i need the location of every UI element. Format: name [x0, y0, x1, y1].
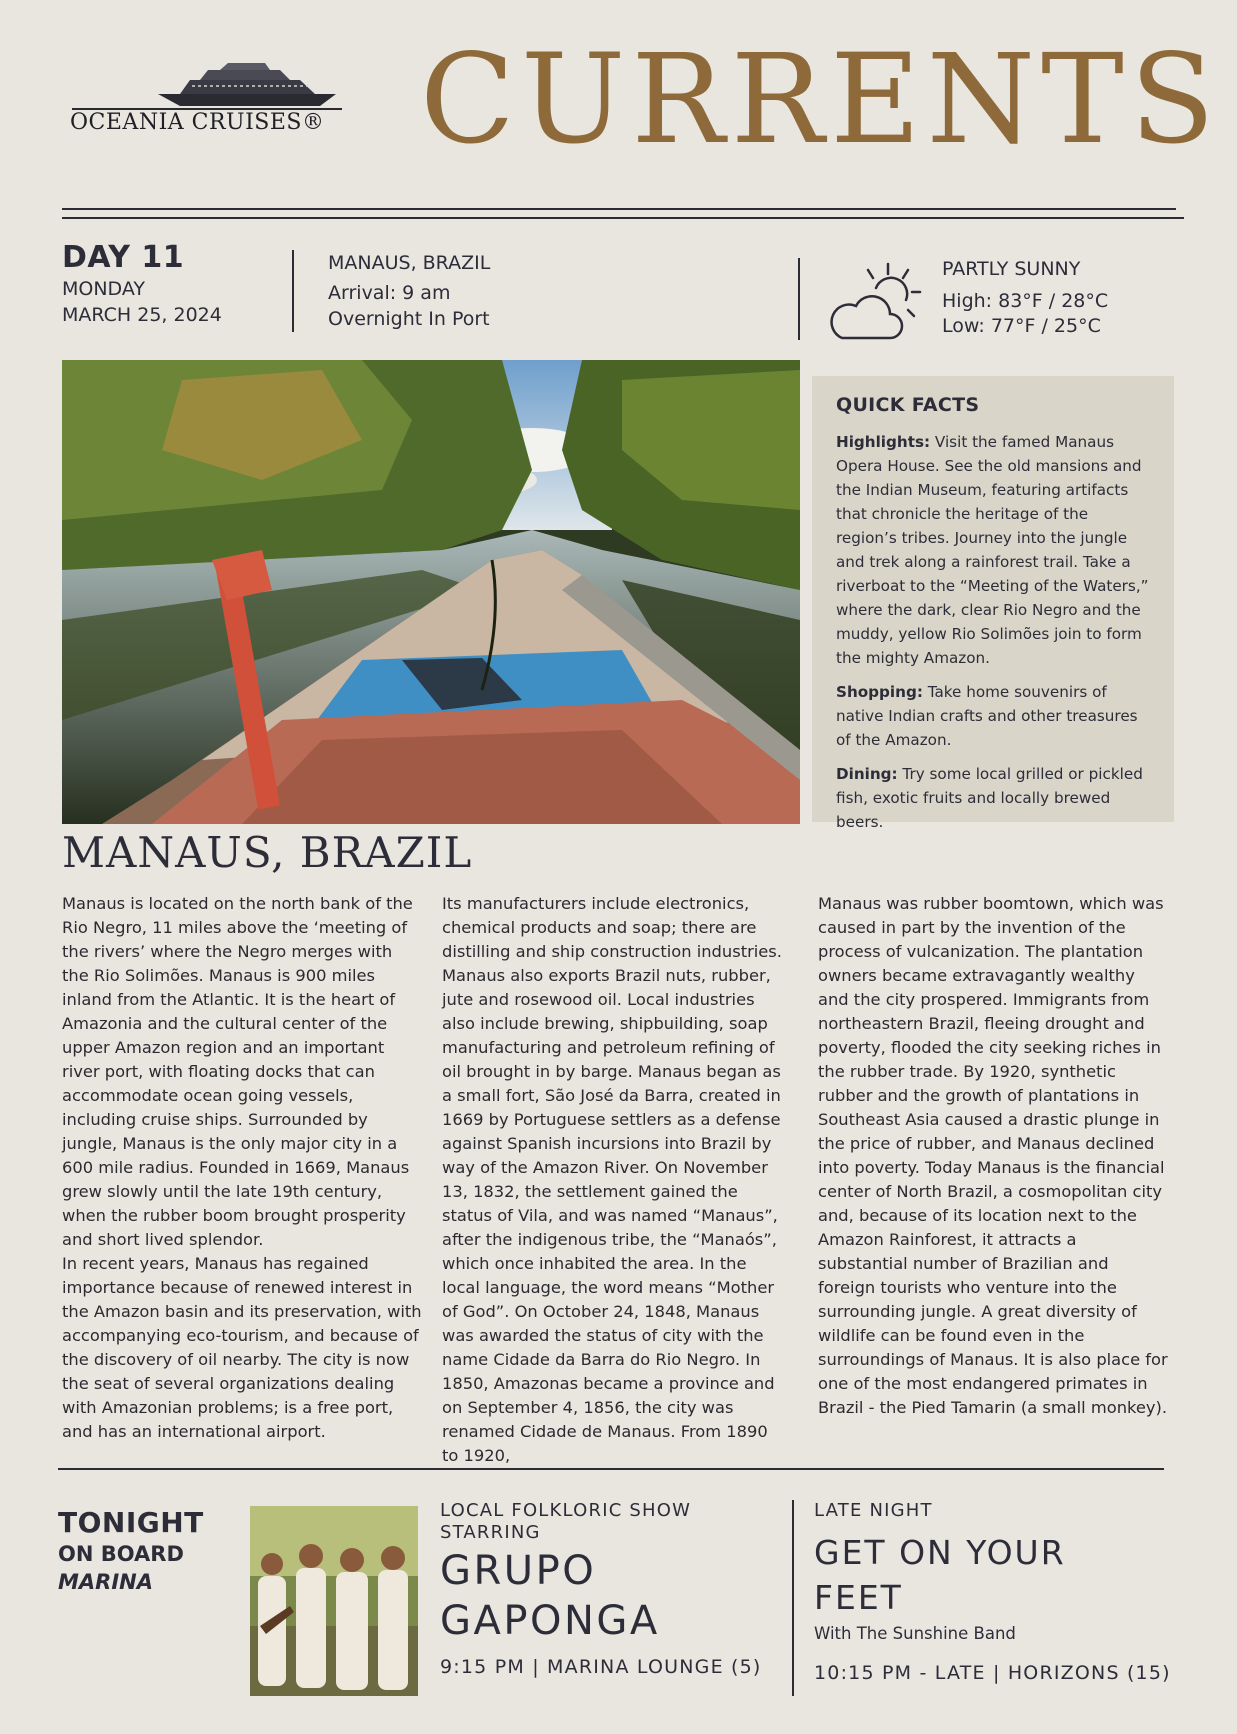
weekday: MONDAY [62, 278, 145, 300]
masthead-rule-bottom [62, 217, 1184, 219]
late-night-event: GET ON YOUR FEET [814, 1533, 1066, 1617]
brand-name: OCEANIA CRUISES® [70, 110, 325, 135]
tonight-heading: TONIGHT [58, 1506, 204, 1539]
late-night-band: With The Sunshine Band [814, 1624, 1016, 1643]
weather-low: Low: 77°F / 25°C [942, 315, 1101, 337]
day-number: DAY 11 [62, 240, 185, 275]
article-paragraph: In recent years, Manaus has regained importance because of renewed interest in the Amazon basin and its preservation, with accompanying eco-tourism, and because of the discovery of oil nearby. The city is now the seat of several organizations dealing with Amazonian problems; is a free port, and has an international airport. [62, 1254, 422, 1441]
show-time-venue: 9:15 PM | MARINA LOUNGE (5) [440, 1656, 762, 1678]
dining-paragraph [836, 762, 1152, 834]
arrival-time: Arrival: 9 am [328, 282, 451, 304]
shopping-label: Shopping: [836, 683, 923, 701]
article-title: MANAUS, BRAZIL [62, 828, 473, 877]
masthead-title: CURRENTS [420, 28, 1221, 172]
divider [292, 250, 294, 332]
dining-text: Try some local grilled or pickled fish, exotic fruits and locally brewed beers. [836, 765, 1143, 831]
overnight-note: Overnight In Port [328, 308, 490, 330]
highlights-label: Highlights: [836, 433, 931, 451]
weather-condition: PARTLY SUNNY [942, 258, 1081, 280]
divider [798, 258, 800, 340]
ship-icon [150, 58, 350, 110]
quick-facts-title: QUICK FACTS [836, 394, 980, 416]
oceania-logo [70, 58, 350, 148]
band-photo [250, 1506, 418, 1696]
canoe-river-photo [62, 360, 800, 824]
date: MARCH 25, 2024 [62, 304, 222, 326]
weather-high: High: 83°F / 28°C [942, 290, 1109, 312]
late-night-time-venue: 10:15 PM - LATE | HORIZONS (15) [814, 1662, 1171, 1684]
highlights-text: Visit the famed Manaus Opera House. See the old mansions and the Indian Museum, featuring artifacts that chronicle the heritage of the region’s tribes. Journey into the jungle and trek along a rainforest trail. Take a riverboat to the “Meeting of the Waters,” where the dark, clear Rio Negro and the muddy, yellow Rio Solimões join to form the mighty Amazon. [836, 433, 1149, 667]
masthead-rule-top [62, 208, 1176, 210]
shopping-paragraph [836, 680, 1152, 752]
late-night-kicker: LATE NIGHT [814, 1500, 933, 1521]
highlights-paragraph [836, 430, 1152, 670]
article-column-3: Manaus was rubber boomtown, which was caused in part by the invention of the process of vulcanization. The plantation owners became extravagantly wealthy and the city prospered. Immigrants from northeastern Brazil, fleeing drought and poverty, flooded the city seeking riches in the rubber trade. By 1920, synthetic rubber and the growth of plantations in Southeast Asia caused a drastic plunge in the price of rubber, and Manaus declined into poverty. Today Manaus is the financial center of North Brazil, a cosmopolitan city and, because of its location next to the Amazon Rainforest, it attracts a substantial number of Brazilian and foreign tourists who venture into the surrounding jungle. A great diversity of wildlife can be found even in the surroundings of Manaus. It is also place for one of the most endangered primates in Brazil - the Pied Tamarin (a small monkey). [818, 894, 1168, 1417]
ship-name: MARINA [58, 1570, 153, 1594]
article-column-1 [62, 892, 422, 1444]
quick-facts-box [812, 376, 1174, 831]
on-board-label: ON BOARD [58, 1542, 184, 1566]
section-divider [58, 1468, 1164, 1470]
show-kicker: LOCAL FOLKLORIC SHOW STARRING [440, 1500, 692, 1543]
partly-sunny-icon [828, 258, 928, 342]
divider [792, 1500, 794, 1696]
article-paragraph: Manaus is located on the north bank of the Rio Negro, 11 miles above the ‘meeting of the rivers’ where the Negro merges with the Rio Solimões. Manaus is 900 miles inland from the Atlantic. It is the heart of Amazonia and the cultural center of the upper Amazon region and an important river port, with floating docks that can accommodate ocean going vessels, including cruise ships. Surrounded by jungle, Manaus is the only major city in a 600 mile radius. Founded in 1669, Manaus grew slowly until the late 19th century, when the rubber boom brought prosperity and short lived splendor. [62, 894, 413, 1249]
article-column-2: Its manufacturers include electronics, chemical products and soap; there are distilling and ship construction industries. Manaus also exports Brazil nuts, rubber, jute and rosewood oil. Local industries also include brewing, shipbuilding, soap manufacturing and petroleum refining of oil brought in by barge. Manaus began as a small fort, São José da Barra, created in 1669 by Portuguese settlers as a defense against Spanish incursions into Brazil by way of the Amazon River. On November 13, 1832, the settlement gained the status of Vila, and was named “Manaus”, after the indigenous tribe, the “Manaós”, which once inhabited the area. In the local language, the word means “Mother of God”. On October 24, 1848, Manaus was awarded the status of city with the name Cidade da Barra do Rio Negro. In 1850, Amazonas became a province and on September 4, 1856, the city was renamed Cidade de Manaus. From 1890 to 1920, [442, 894, 782, 1465]
port-name: MANAUS, BRAZIL [328, 252, 491, 274]
dining-label: Dining: [836, 765, 898, 783]
show-name: GRUPO GAPONGA [440, 1548, 660, 1644]
shopping-text: Take home souvenirs of native Indian crafts and other treasures of the Amazon. [836, 683, 1138, 749]
